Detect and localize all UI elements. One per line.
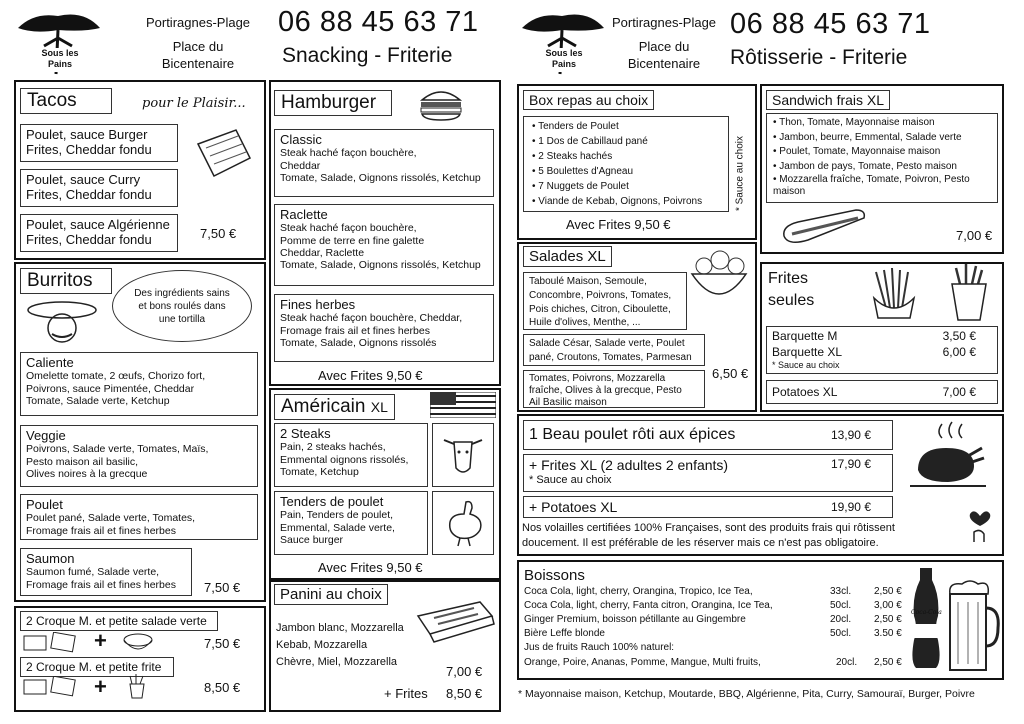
sandwich-item: • Jambon, beurre, Emmental, Salade verte [773,131,991,146]
coke-label: Coca-Cola [911,609,942,616]
potatoes-label: Potatoes XL [772,384,838,399]
burritos-price: 7,50 € [204,580,241,595]
heart-hand-icon [966,506,994,544]
potatoes-price: 7,00 € [942,384,976,399]
salade-item: Taboulé Maison, Semoule, Concombre, Poivrons, Tomates, Pois chiches, Citron, Ciboulette, Huile d'olives, Menthe, ... [523,272,687,330]
chef-icon [22,296,102,352]
sandwich-list [766,113,998,203]
tacos-icon [192,124,256,184]
boisson-price: 3,00 € [874,600,902,611]
panini-icon [414,594,496,648]
place-line2: Bicentenaire [627,56,701,72]
frites-title-line2: seules [768,292,815,309]
tacos-price: 7,50 € [200,226,237,241]
sandwich-item: • Jambon de pays, Tomate, Pesto maison [773,160,991,175]
frites-prices [766,326,998,374]
poulet-row-price: 13,90 € [830,427,871,442]
sandwich-item: • Thon, Tomate, Mayonnaise maison [773,116,991,131]
coke-bottle-icon [908,566,944,672]
panini-frites-label: + Frites [384,686,428,701]
burritos-title: Burritos [20,268,112,294]
americain-title-text: Américain [281,396,366,417]
boissons-title: Boissons [524,567,585,584]
boisson-name: Coca Cola, light, cherry, Fanta citron, Orangina, Ice Tea, [524,600,773,611]
poulet-footer-line1: Nos volailles certifiées 100% Françaises, sont des produits frais qui rôtissent [522,522,895,534]
logo-right [518,8,606,78]
sauces-footnote: * Mayonnaise maison, Ketchup, Moutarde, BBQ, Algérienne, Pita, Curry, Samouraï, Burger, Poivre [518,688,975,700]
salad-bowl-icon [120,630,156,654]
town-label: Portiragnes-Plage [145,15,251,30]
sandwich-item: • Poulet, Tomate, Mayonnaise maison [773,145,991,160]
croque-item1: 2 Croque M. et petite salade verte [20,611,218,631]
salades-title: Salades XL [523,246,612,267]
usa-flag-icon [430,392,496,418]
plus-icon: + [94,628,107,653]
place-line1: Place du [638,38,690,54]
poulet-row-label: + Frites XL (2 adultes 2 enfants) [529,457,729,473]
box-item: • 7 Nuggets de Poulet [532,179,720,194]
brand-name: Sous les Pains [41,48,79,69]
chicken-icon [440,496,486,550]
boisson-price: 2,50 € [874,586,902,597]
plus-icon: + [94,674,107,699]
roast-chicken-icon [908,420,988,496]
frites-row-price: 3,50 € [942,329,976,343]
brand-name: Sous les Pains [545,48,583,69]
salade-item: Salade César, Salade verte, Poulet pané, Croutons, Tomates, Parmesan [523,334,705,366]
boisson-size: 50cl. [830,628,852,639]
americain-item: 2 Steaks Pain, 2 steaks hachés, Emmental oignons rissolés, Tomate, Ketchup [274,423,428,487]
burritos-item: Caliente Omelette tomate, 2 œufs, Chorizo fort, Poivrons, sauce Pimentée, Cheddar Tomate, Salade verte, Ketchup [20,352,258,416]
sandwich-item: • Mozzarella fraîche, Tomate, Poivron, Pesto maison [773,174,991,198]
hamburger-item: Fines herbes Steak haché façon bouchère, Cheddar, Fromage frais ail et fines herbes Tomate, Salade, Oignons rissolés [274,294,494,362]
box-item: • 5 Boulettes d'Agneau [532,164,720,179]
phone-number[interactable]: 06 88 45 63 71 [730,8,931,40]
salad-bowl-icon [686,244,752,310]
boisson-size: 20cl. [830,614,852,625]
burritos-bubble: Des ingrédients sains et bons roulés dans une tortilla [112,270,252,342]
sandwich-icon [22,632,82,654]
americain-item: Tenders de poulet Pain, Tenders de poulet, Emmental, Salade verte, Sauce burger [274,491,428,555]
fries-cup-icon [944,264,994,322]
box-item: • 2 Steaks hachés [532,149,720,164]
box-item: • 1 Dos de Cabillaud pané [532,134,720,149]
juice-price: 2,50 € [874,657,902,668]
croque-item2: 2 Croque M. et petite frite [20,657,174,677]
panini-item: Jambon blanc, Mozzarella [276,622,404,634]
americain-title-suffix: XL [370,399,388,415]
burritos-item: Veggie Poivrons, Salade verte, Tomates, Maïs, Pesto maison ail basilic, Olives noires à la grecque [20,425,258,487]
juice-title: Jus de fruits Rauch 100% naturel: [524,642,675,653]
frites-row-price: 6,00 € [942,344,976,359]
subtitle: Rôtisserie - Friterie [730,46,908,69]
hamburger-item: Classic Steak haché façon bouchère, Cheddar Tomate, Salade, Oignons rissolés, Ketchup [274,129,494,197]
poulet-row-price: 19,90 € [830,499,871,514]
box-title: Box repas au choix [523,90,654,110]
potatoes-row [766,380,998,404]
americain-title [274,394,395,420]
panini-item: Chèvre, Miel, Mozzarella [276,656,398,669]
frites-row-label: Barquette XL [772,344,843,359]
subtitle: Snacking - Friterie [282,44,453,67]
poulet-row-price: 17,90 € [830,457,871,471]
frites-row-label: Barquette M [772,329,838,343]
boisson-name: Ginger Premium, boisson pétillante au Gingembre [524,614,746,625]
tacos-slogan: pour le Plaisir... [142,96,246,111]
frites-title-line1: Frites [768,270,808,287]
boisson-price: 2,50 € [874,614,902,625]
tacos-title: Tacos [20,88,112,114]
boisson-name: Coca Cola, light, cherry, Orangina, Tropico, Ice Tea, [524,586,753,597]
tacos-item: Poulet, sauce Burger Frites, Cheddar fondu [20,124,178,162]
poulet-row [523,454,893,492]
panini-title: Panini au choix [274,584,388,605]
beer-mug-icon [944,578,1000,674]
fries-icon [866,268,922,322]
juice-list: Orange, Poire, Ananas, Pomme, Mangue, Multi fruits, [524,657,761,668]
hamburger-title: Hamburger [274,90,392,116]
poulet-row-label: 1 Beau poulet rôti aux épices [529,425,736,443]
boisson-price: 3.50 € [874,628,902,639]
poulet-row [523,420,893,450]
burritos-item: Saumon Saumon fumé, Salade verte, Fromage frais ail et fines herbes [20,548,192,596]
salades-price: 6,50 € [712,366,749,381]
place-line1: Place du [172,38,224,54]
panini-item: Kebab, Mozzarella [276,639,368,652]
poulet-row-label: + Potatoes XL [529,498,618,515]
tacos-item: Poulet, sauce Curry Frites, Cheddar fondu [20,169,178,207]
poulet-note: * Sauce au choix [529,473,612,486]
boisson-name: Bière Leffe blonde [524,628,605,639]
box-list [523,116,729,212]
tacos-item: Poulet, sauce Algérienne Frites, Cheddar fondu [20,214,178,252]
frites-note: * Sauce au choix [772,360,840,371]
panini-price: 7,00 € [446,664,483,679]
box-footer: Avec Frites 9,50 € [566,217,671,232]
cow-icon [440,430,486,480]
phone-number[interactable]: 06 88 45 63 71 [278,6,479,38]
place-line2: Bicentenaire [161,56,235,72]
boisson-size: 50cl. [830,600,852,611]
americain-footer: Avec Frites 9,50 € [318,560,423,575]
town-label: Portiragnes-Plage [611,15,717,30]
box-side-note: * Sauce au choix [734,135,746,212]
box-item: • Tenders de Poulet [532,119,720,134]
juice-size: 20cl. [836,657,858,668]
burritos-item: Poulet Poulet pané, Salade verte, Tomates, Fromage frais ail et fines herbes [20,494,258,540]
baguette-icon [778,206,870,248]
hamburger-footer: Avec Frites 9,50 € [318,368,423,383]
panini-frites-price: 8,50 € [446,686,483,701]
sandwich-title: Sandwich frais XL [766,90,890,110]
croque-price2: 8,50 € [204,680,241,695]
croque-price1: 7,50 € [204,636,241,651]
hamburger-item: Raclette Steak haché façon bouchère, Pomme de terre en fine galette Cheddar, Raclette Tomate, Salade, Oignons rissolés, Ketchup [274,204,494,286]
sandwich-price: 7,00 € [956,228,993,243]
burger-icon [418,84,464,122]
poulet-footer-line2: doucement. Il est préférable de les réserver mais ce n'est pas obligatoire. [522,537,879,549]
box-item: • Viande de Kebab, Oignons, Poivrons [532,194,720,209]
fries-icon [124,674,150,700]
salade-item: Tomates, Poivrons, Mozzarella fraîche, Olives à la grecque, Pesto Ail Basilic maison [523,370,705,408]
poulet-row [523,496,893,518]
sandwich-icon [22,676,82,698]
logo-left [14,8,102,78]
boisson-size: 33cl. [830,586,852,597]
